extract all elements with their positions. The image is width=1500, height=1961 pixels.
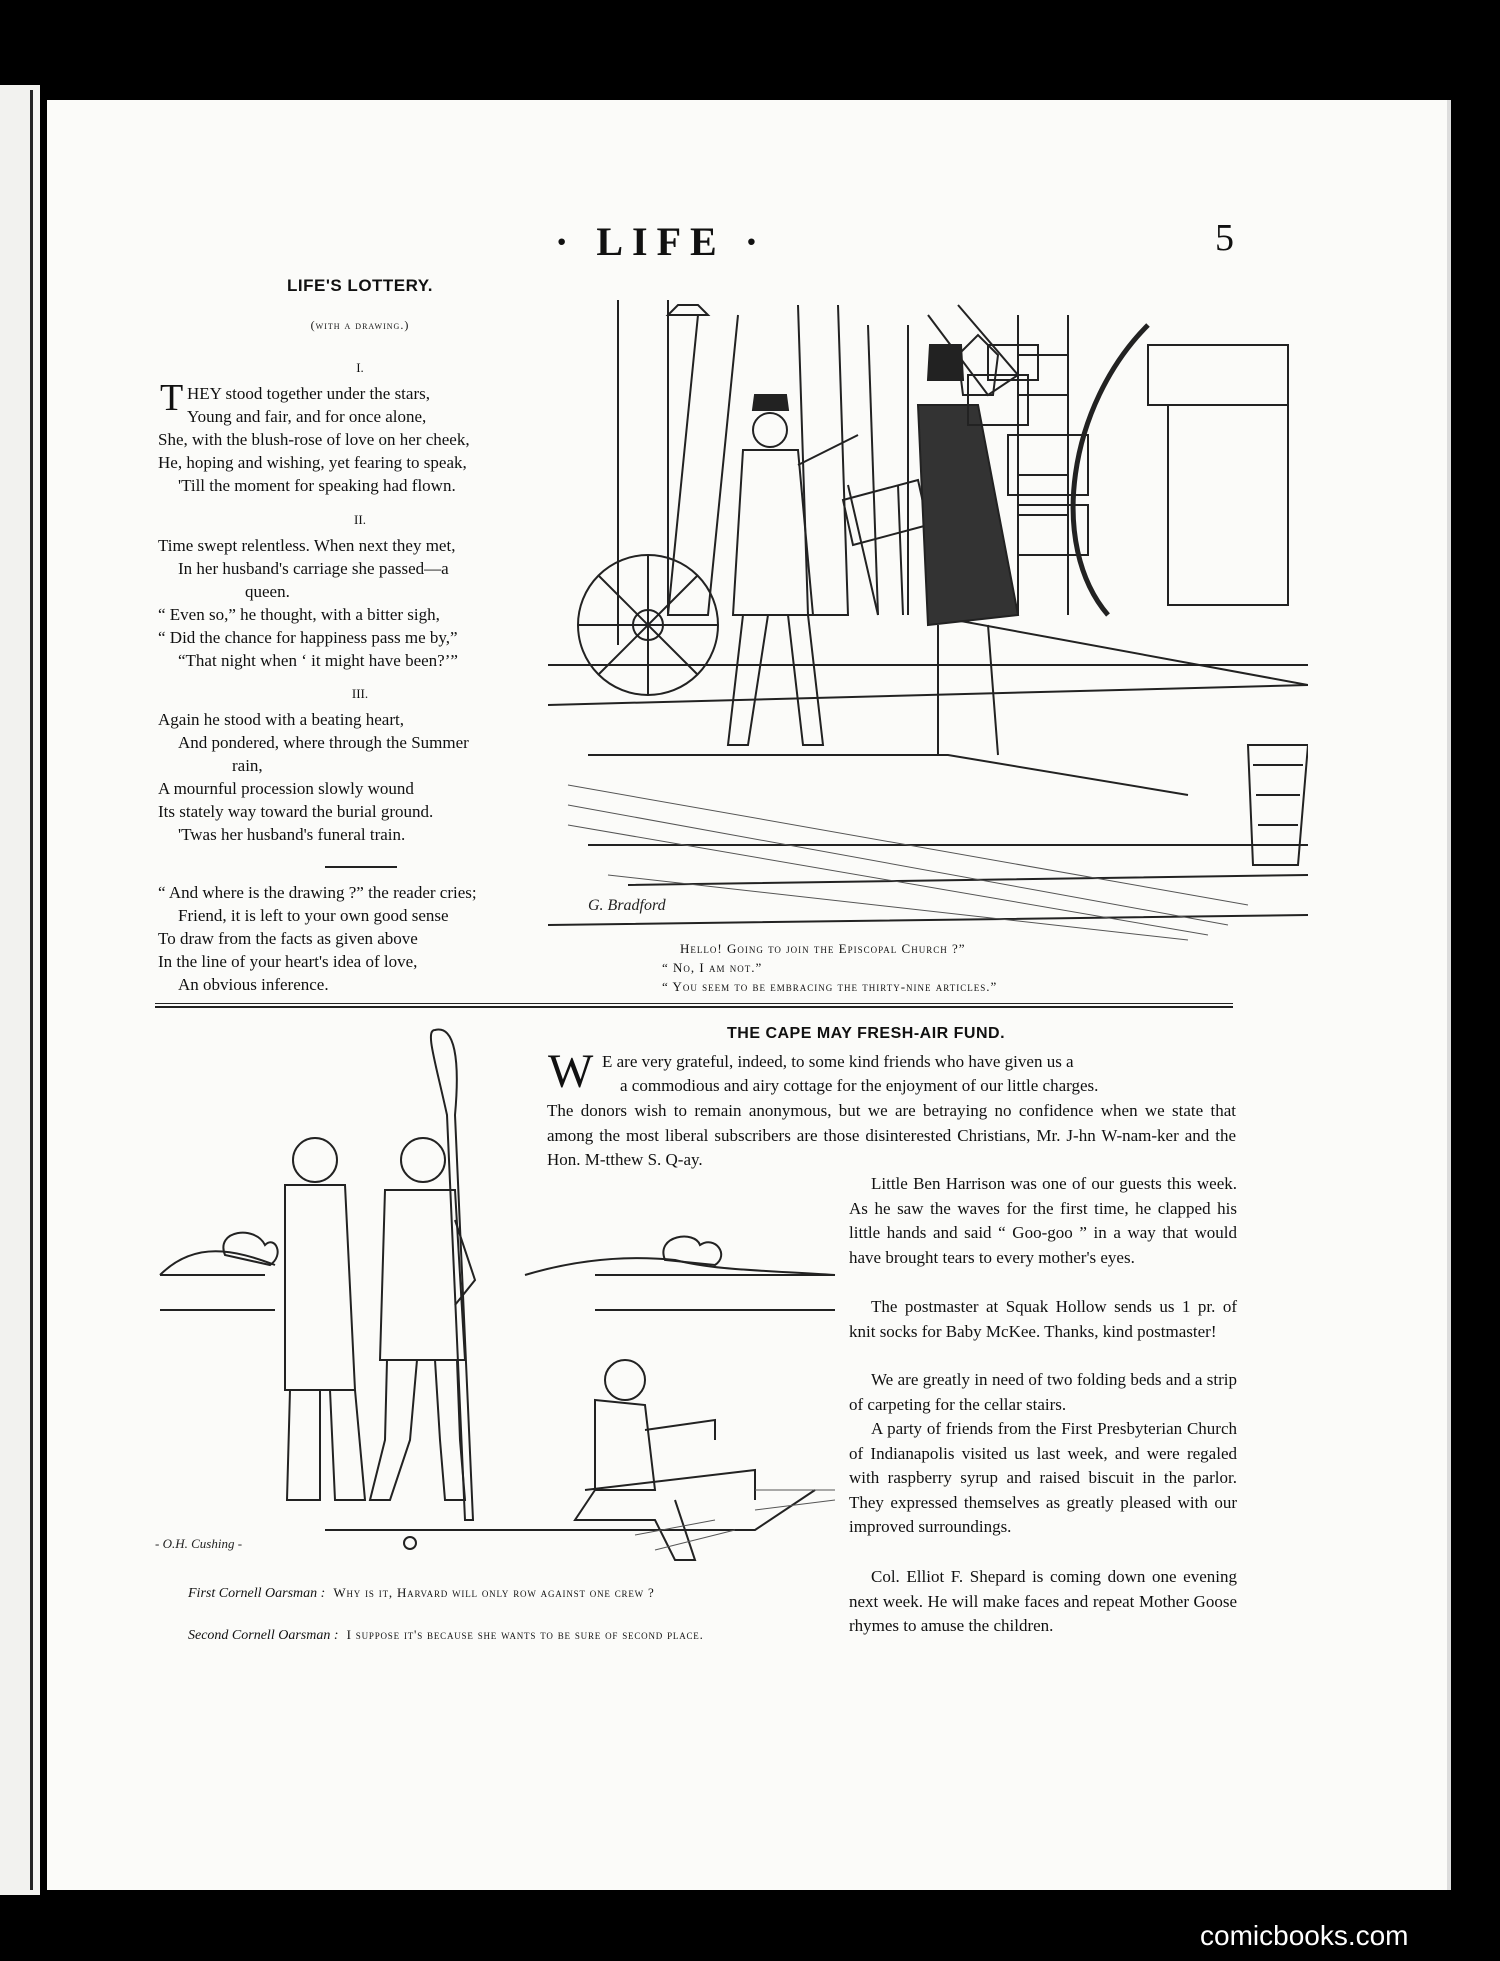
speaker-line: Why is it, Harvard will only row against one crew ? (333, 1585, 655, 1600)
article-paragraph: The postmaster at Squak Hollow sends us 1 pr. of knit socks for Baby McKee. Thanks, kind postmaster! (849, 1297, 1237, 1341)
poem-line: “That night when ‘ it might have been?’” (178, 651, 458, 670)
article-paragraph: Little Ben Harrison was one of our guests this week. As he saw the waves for the first time, he clapped his little hands and said “ Goo-goo ” in a way that would have brought tears to every mother's eyes. (849, 1174, 1237, 1267)
poem-dropcap: T (160, 377, 184, 419)
poem-line: “ Even so,” he thought, with a bitter sigh, (158, 605, 440, 624)
binding-line (30, 90, 33, 1890)
poem-line: An obvious inference. (178, 975, 329, 994)
svg-text:- O.H. Cushing -: - O.H. Cushing - (155, 1536, 243, 1551)
masthead-title: · LIFE · (555, 219, 768, 264)
ship-caption-line: Hello! Going to join the Episcopal Church ?” (680, 941, 966, 956)
ship-caption-line: “ No, I am not.” (662, 960, 763, 975)
poem-line: HEY stood together under the stars, (187, 384, 430, 403)
poem-line: A mournful procession slowly wound (158, 779, 414, 798)
article-line: a commodious and airy cottage for the enjoyment of our little charges. (620, 1076, 1099, 1095)
oarsmen-caption-line (188, 1627, 704, 1644)
article-paragraph: We are greatly in need of two folding beds and a strip of carpeting for the cellar stairs. (849, 1370, 1237, 1414)
poem-subtitle: (with a drawing.) (310, 318, 410, 332)
poem-line: queen. (245, 582, 290, 601)
poem-line: rain, (232, 756, 263, 775)
poem-line: He, hoping and wishing, yet fearing to speak, (158, 453, 467, 472)
section-rule (155, 1003, 1233, 1004)
poem-line: Young and fair, and for once alone, (187, 407, 427, 426)
article-paragraph: The donors wish to remain anonymous, but we are betraying no confidence when we state that among the most liberal subscribers are those disinterested Christians, Mr. J-hn W-nam-ker and the Hon. M-tthew S. Q-ay. (547, 1101, 1236, 1169)
poem-line: Again he stood with a beating heart, (158, 710, 404, 729)
speaker-line: I suppose it's because she wants to be sure of second place. (346, 1627, 704, 1642)
article-dropcap: W (548, 1045, 594, 1098)
ship-deck-illustration (548, 285, 1308, 945)
facing-page-edge (0, 85, 40, 1895)
oarsmen-illustration (155, 1020, 845, 1580)
ship-caption-line: “ You seem to be embracing the thirty-nine articles.” (662, 979, 998, 994)
article-paragraph: Col. Elliot F. Shepard is coming down one evening next week. He will make faces and repeat Mother Goose rhymes to amuse the children. (849, 1567, 1237, 1635)
poem-line: Friend, it is left to your own good sense (178, 906, 449, 925)
poem-line: In her husband's carriage she passed—a (178, 559, 449, 578)
poem-line: And pondered, where through the Summer (178, 733, 469, 752)
poem-line: 'Twas her husband's funeral train. (178, 825, 406, 844)
stanza-number: I. (356, 360, 364, 375)
watermark: comicbooks.com (1200, 1920, 1409, 1951)
oarsmen-caption-line (188, 1585, 655, 1602)
page-edge-right (1447, 100, 1451, 1890)
poem-line: “ Did the chance for happiness pass me by,” (158, 628, 458, 647)
divider (325, 866, 397, 868)
svg-text:G. Bradford: G. Bradford (588, 897, 666, 914)
stanza-number: II. (354, 512, 366, 527)
poem-line: She, with the blush-rose of love on her cheek, (158, 430, 470, 449)
section-rule (155, 1006, 1233, 1008)
speaker-label: First Cornell Oarsman : (188, 1586, 326, 1601)
poem-title: LIFE'S LOTTERY. (287, 276, 433, 295)
article-title: THE CAPE MAY FRESH-AIR FUND. (727, 1025, 1006, 1042)
article-paragraph: A party of friends from the First Presbyterian Church of Indianapolis visited us last week, and were regaled with raspberry syrup and raised biscuit in the parlor. They expressed themselves as greatly pleased with our improved surroundings. (849, 1419, 1237, 1536)
poem-line: 'Till the moment for speaking had flown. (178, 476, 456, 495)
poem-line: “ And where is the drawing ?” the reader cries; (158, 883, 477, 902)
poem-line: In the line of your heart's idea of love, (158, 952, 418, 971)
page-number: 5 (1215, 217, 1234, 259)
poem-line: Its stately way toward the burial ground. (158, 802, 434, 821)
poem-line: To draw from the facts as given above (158, 929, 418, 948)
stanza-number: III. (351, 686, 369, 701)
article-line: E are very grateful, indeed, to some kind friends who have given us a (602, 1052, 1074, 1071)
poem-line: Time swept relentless. When next they met, (158, 536, 456, 555)
speaker-label: Second Cornell Oarsman : (188, 1628, 339, 1643)
